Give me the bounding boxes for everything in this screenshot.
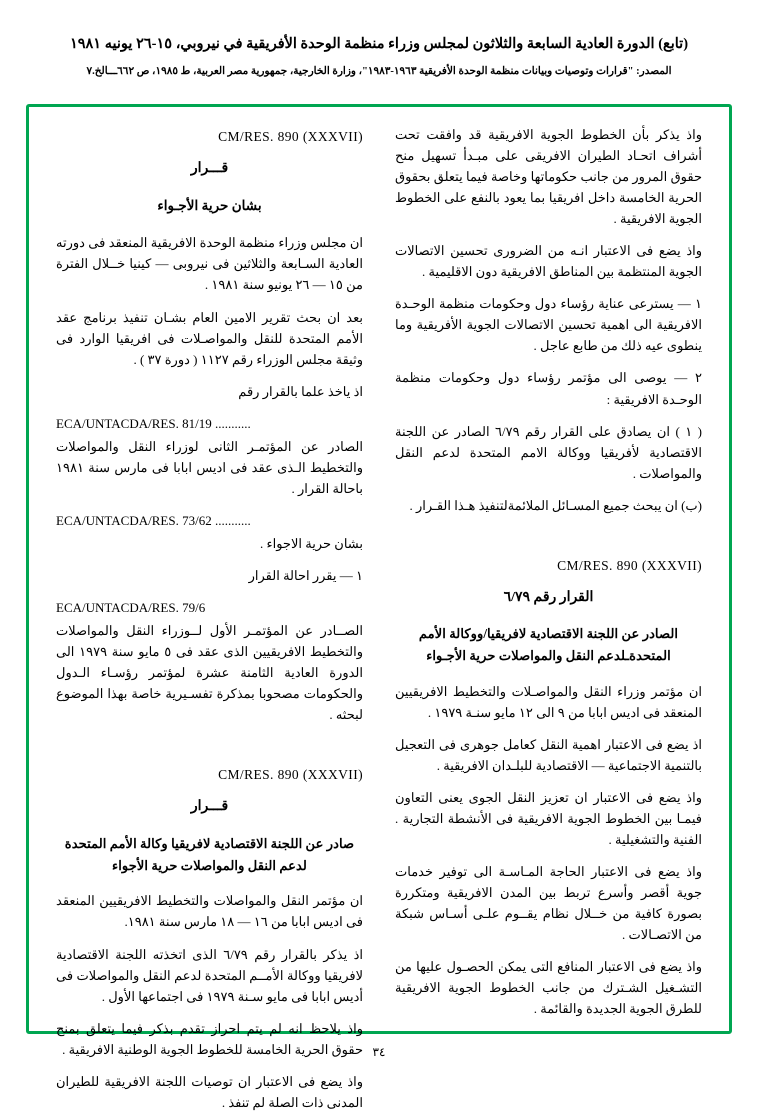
numbered-item: ٢ — يوصى الى مؤتمر رؤساء دول وحكومات منظمة الوحـدة الافريقية : <box>395 370 702 407</box>
resolution-code: CM/RES. 890 (XXXVII) <box>218 129 363 144</box>
spacer <box>395 527 702 553</box>
paragraph: بعد ان بحث تقرير الامين العام بشـان تنفيذ برنامج عقد الأمم المتحدة للنقل والمواصـلات فى افريقيا الوارد فى وثيقة مجلس الوزراء رقم ١١٢٧ ( دورة ٣٧ ) . <box>56 309 363 367</box>
paragraph: واذ يضع فى الاعتبار الحاجة المـاسـة الى توفير خدمات جوية أقصر وأسرع تربط بين المدن الافريقية ومتكررة بصورة كافية من خــلال نظام يقــوم علـى أسـاس شبكة من الاتصـالات . <box>395 864 702 943</box>
spacer <box>395 579 702 587</box>
eca-code: ECA/UNTACDA/RES. 81/19 ........... <box>56 415 251 431</box>
spacer <box>56 736 363 762</box>
paragraph: واذ يضع فى الاعتبار ان توصيات اللجنة الافريقية للطيران المدنى ذات الصلة لم تنفذ . <box>56 1073 363 1110</box>
eca-reference <box>56 510 363 531</box>
spacer <box>56 788 363 796</box>
resolution-title: القرار رقم ٦/٧٩ <box>503 589 594 605</box>
resolution-subtitle: الصادر عن اللجنة الاقتصادية لافريقيا/ووكالة الأمم المتحدةـلدعم النقل والمواصلات حرية الأجـواء <box>418 626 679 664</box>
resolution-code: CM/RES. 890 (XXXVII) <box>557 557 702 573</box>
paragraph: واذ يضع فى الاعتبار المنافع التى يمكن الحصـول عليها من التشـغيل الشـترك من جانب الخطوط الجوية الافريقية للطرق الجوية الجديدة والقائمة . <box>395 959 702 1017</box>
paragraph: اذ يذكر بالقرار رقم ٦/٧٩ الذى اتخذته اللجنة الاقتصادية لافريقيا ووكالة الأمــم المتحدة لدعم النقل والمواصلات فى أديس ابابا فى مايو سـنة ١٩٧٩ فى اجتماعها الأول . <box>56 946 364 1004</box>
paragraph: ان مؤتمر النقل والمواصلات والتخطيط الافريقيين المنعقد فى اديس ابابا من ١٦ — ١٨ مارس سنة ١٩٨١. <box>56 893 363 930</box>
header-source: المصدر: "قرارات وتوصيات وبيانات منظمة الوحدة الأفريقية ١٩٦٣-١٩٨٣"، وزارة الخارجية، جمهورية مصر العربية، ط ١٩٨٥، ص ٦٦٢ـــالخ.٧ <box>86 65 672 77</box>
paragraph: واذ يضع فى الاعتبار انـه من الضرورى تحسين الاتصالات الجوية المنتظمة بين المناطق الافريقية دون الاقليمية . <box>395 243 702 280</box>
paragraph: واذ يذكر بأن الخطوط الجوية الافريقية قد وافقت تحت أشراف اتحـاد الطيران الافريقى على مبـدأ تسهيل منح حقوق المرور من جانب حكوماتها وخاصة فيما يتعلق بحقوق الحرية الخامسة داخل افريقيا بما يعود بالنفع على الخطوط الجوية الافريقية . <box>395 127 702 227</box>
column-right <box>379 112 724 1024</box>
paragraph: اذ ياخذ علما بالقرار رقم <box>238 383 363 399</box>
resolution-code: CM/RES. 890 (XXXVII) <box>218 767 363 783</box>
paragraph: الصادر عن المؤتمـر الثانى لوزراء النقل والمواصلات والتخطيط الـذى عقد فى اديس ابابا فى مارس سنة ١٩٨١ باحالة القرار . <box>56 438 363 496</box>
paragraph: ان مؤتمر وزراء النقل والمواصـلات والتخطيط الافريقيين المنعقد فى اديس ابابا من ٩ الى ١٢ مايو سنـة ١٩٧٩ . <box>395 683 702 720</box>
eca-reference <box>56 597 363 618</box>
resolution-title: قـــرار <box>190 160 229 176</box>
numbered-item: ١ — يقرر احالة القرار <box>248 568 363 583</box>
resolution-subtitle: صادر عن اللجنة الاقتصادية لافريقيا وكالة الأمم المتحدة لدعم النقل والمواصلات حرية الأجواء <box>64 835 355 873</box>
paragraph: ان مجلس وزراء منظمة الوحدة الافريقية المنعقد فى دورته العادية السـابعة والثلاثين فى نيروبى — كينيا خــلال الفترة من ١٥ — ٢٦ يونيو سنة ١٩٨١ . <box>56 235 363 293</box>
numbered-item: ١ — يسترعى عناية رؤساء دول وحكومات منظمة الوحـدة الافريقية الى اهمية تحسين الاتصالات الجوية الأفريقية وما ينطوى عيه ذلك من طابع عاجل . <box>395 296 702 354</box>
paragraph: واذ يلاحظ انه لم يتم احراز تقدم بذكر فيما يتعلق بمنح حقوق الحرية الخامسة للخطوط الجوية الوطنية الافريقية . <box>56 1020 363 1057</box>
eca-code: ECA/UNTACDA/RES. 73/62 ........... <box>56 512 251 528</box>
numbered-item: ( ١ ) ان يصادق على القرار رقم ٦/٧٩ الصادر عن اللجنة الاقتصادية لأفريقيا ووكالة الامم المتحدة لدعم النقل والمواصلات . <box>395 423 702 481</box>
spacer <box>56 150 363 158</box>
resolution-subtitle: بشان حرية الأجـواء <box>157 197 262 213</box>
header-title: (تابع) الدورة العادية السابعة والثلاثون لمجلس وزراء منظمة الوحدة الأفريقية في نيروبي، ١٥-٢٦ يونيه ١٩٨١ <box>69 36 689 52</box>
eca-reference <box>56 413 363 434</box>
eca-code: ECA/UNTACDA/RES. 79/6 <box>56 600 206 616</box>
paragraph: بشان حرية الاجواء . <box>259 535 363 551</box>
paragraph: واذ يضع فى الاعتبار ان تعزيز النقل الجوى يعنى التعاون فيمـا بين الخطوط الجوية الافريقية فى الأنشطة التجارية . الفنية والتشغيلية . <box>395 790 702 848</box>
page-number: ٣٤ <box>372 1045 386 1059</box>
paragraph: الصــادر عن المؤتمـر الأول لــوزراء النقل والمواصلات والتخطيط الافريقيين الذى عقد فى ٥ مايو سنة ١٩٧٩ الى الدورة العادية الثامنة عشرة لمؤتمر رؤسـاء الـدول والحكومات مصحوبا بمذكرة تفسـيرية خاصة بهذا الموضوع لبحثه . <box>56 623 363 723</box>
numbered-item: (ب) ان يبحث جميع المسـائل الملائمةلتنفيذ هـذا القـرار . <box>409 497 702 513</box>
resolution-title: قـــرار <box>190 799 229 815</box>
page-header <box>0 0 758 79</box>
paragraph: اذ يضع فى الاعتبار اهمية النقل كعامل جوهرى فى التعجيل بالتنمية الاجتماعية — الاقتصادية للبلـدان الافريقية . <box>395 736 702 773</box>
